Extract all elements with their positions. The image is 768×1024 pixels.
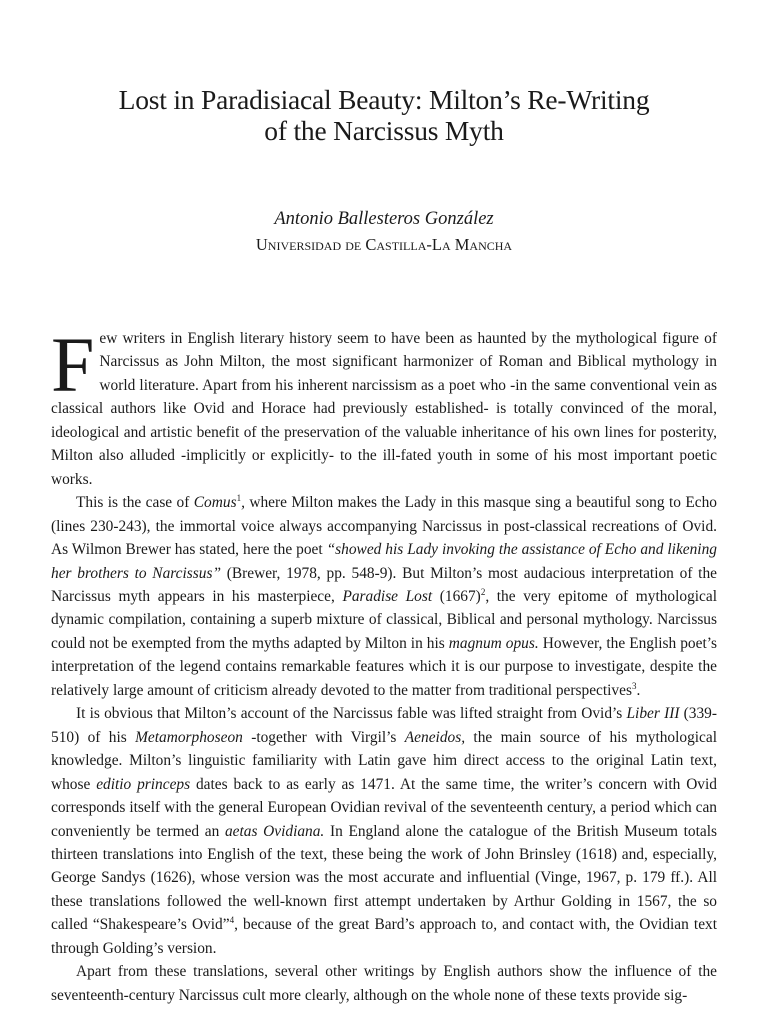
quotation-brewer: “showed his Lady invoking the assistance of Echo and likening her brothers to Narcissus” bbox=[51, 541, 717, 582]
text-run: where Milton makes the Lady in this masque sing a beautiful song to Echo (lines 230-243), the immortal voice always accompanying Narcissus in post-classical recreations of Ovid. As Wilmon Brewer has stated, here the poet bbox=[51, 494, 717, 559]
text-run: , the very epitome of mythological dynamic compilation, containing a superb mixture of classical, Biblical and personal mythology. Narcissus could not be exempted from the myths adapted by Milton in his bbox=[51, 587, 717, 652]
footnote-ref-2[interactable]: 2 bbox=[480, 586, 486, 597]
drop-cap: F bbox=[51, 321, 95, 408]
paragraph-2 bbox=[51, 491, 717, 702]
term-magnum-opus: magnum opus. bbox=[448, 634, 539, 652]
article-title bbox=[60, 84, 708, 146]
author-affiliation: Universidad de Castilla-La Mancha bbox=[255, 235, 513, 254]
text-run: This is the case of bbox=[76, 494, 194, 512]
author-name: Antonio Ballesteros González bbox=[274, 209, 494, 229]
text-run: In England alone the catalogue of the British Museum totals thirteen translations into English of the text, these being the work of John Brinsley (1618) and, especially, George Sandys (1626), whose version was the most accurate and influential (Vinge, 1967, p. 179 ff.). All these translations followed the well-known first attempt undertaken by Arthur Golding in 1567, the so called “Shakespeare’s Ovid” bbox=[51, 822, 717, 934]
footnote-ref-3[interactable]: 3 bbox=[631, 680, 637, 691]
text-run: -together with Virgil’s bbox=[242, 728, 405, 746]
text-run: It is obvious that Milton’s account of the Narcissus fable was lifted straight from Ovid’s bbox=[76, 705, 627, 723]
work-title-paradise-lost: Paradise Lost bbox=[342, 587, 433, 605]
term-aetas-ovidiana: aetas Ovidiana. bbox=[224, 822, 325, 840]
paragraph-3 bbox=[51, 702, 717, 960]
paragraph-1-text: ew writers in English literary history seem to have been as haunted by the mythological figure of Narcissus as John Milton, the most significant harmonizer of Roman and Biblical mythology in world literature. Apart from his inherent narcissism as a poet who -in the same conventional vein as classical authors like Ovid and Horace had previously established- is totally convinced of the moral, ideological and artistic benefit of the preservation of the valuable inheritance of his own lines for posterity, Milton also alluded -implicitly or explicitly- to the ill-fated youth in some of his most important poetic works. bbox=[51, 330, 717, 488]
article-title-line-1: Lost in Paradisiacal Beauty: Milton’s Re-Writing bbox=[118, 84, 650, 115]
work-title-aeneidos: Aeneidos, bbox=[404, 728, 466, 746]
text-run: . bbox=[636, 681, 641, 699]
footnote-ref-4[interactable]: 4 bbox=[229, 915, 235, 926]
paragraph-4-text: Apart from these translations, several other writings by English authors show the influence of the seventeenth-century Narcissus cult more clearly, although on the whole none of these texts provide sig- bbox=[51, 963, 717, 1004]
article-title-line-2: of the Narcissus Myth bbox=[264, 115, 504, 146]
text-run: (339-510) of his bbox=[51, 705, 718, 746]
article-body bbox=[51, 321, 718, 1007]
paragraph-1 bbox=[51, 321, 717, 491]
work-title-liber-iii: Liber III bbox=[626, 705, 680, 723]
term-editio-princeps: editio princeps bbox=[96, 775, 191, 793]
work-title-comus: Comus bbox=[193, 494, 237, 512]
footnote-ref-1[interactable]: 1 bbox=[236, 493, 242, 504]
text-run: (1667) bbox=[432, 587, 481, 605]
text-run: (Brewer, 1978, pp. 548-9). But Milton’s most audacious interpretation of the Narcissus myth appears in his masterpiece, bbox=[51, 564, 717, 605]
work-title-metamorphoseon: Metamorphoseon bbox=[135, 728, 243, 746]
text-run: dates back to as early as 1471. At the same time, the writer’s concern with Ovid corresponds itself with the general European Ovidian revival of the seventeenth century, a period which can conveniently be termed an bbox=[51, 775, 717, 840]
text-run: the main source of his mythological knowledge. Milton’s linguistic familiarity with Latin gave him direct access to the original Latin text, whose bbox=[51, 728, 717, 793]
text-run-italic: , bbox=[241, 494, 245, 512]
paragraph-4 bbox=[51, 960, 717, 1007]
text-run: However, the English poet’s interpretation of the legend contains remarkable features which it is our purpose to investigate, despite the relatively large amount of criticism already devoted to the matter from traditional perspectives bbox=[51, 634, 717, 699]
text-run: , because of the great Bard’s approach to, and contact with, the Ovidian text through Golding’s version. bbox=[51, 916, 717, 957]
